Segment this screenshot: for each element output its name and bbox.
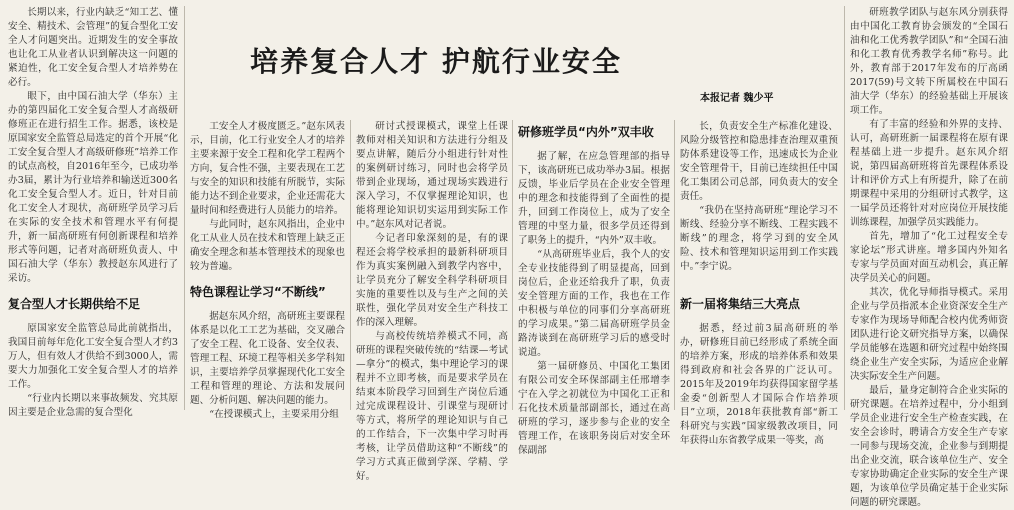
paragraph: “我仍在坚持高研班“理论学习不断线、经验分享不断线、工程实践不断线”的理念，将学习到的安全风险、技术和管理知识运用到工作实践中。”李宁说。 — [680, 205, 838, 272]
paragraph: 首先，增加了“化工过程安全专家论坛”形式讲座。增多国内外知名专家与学员面对面互动机会，真正解决学员关心的问题。 — [850, 231, 1008, 284]
paragraph: 与此同时，赵东风指出，企业中化工从业人员在技术和管理上缺乏正确安全理念和基本管理技术的现象也较为普遍。 — [190, 219, 345, 272]
subheading: 特色课程让学习“不断线” — [190, 285, 326, 299]
paragraph: 最后，量身定制符合企业实际的研究课题。在培养过程中，分小组到学员企业进行安全生产检查实践，在安全会诊时，聘请合方安全生产专家一同参与现场交流，企业参与到期提出企业交流，联合该单位生产、安全专家协助确定企业实际的安全生产课题，为该单位学员确定基于企业实际问题的研究课题。 — [850, 385, 1008, 508]
subheading: 新一届将集结三大亮点 — [680, 297, 801, 311]
paragraph: 工安全人才极度匮乏。”赵东风表示，目前，化工行业安全人才的培养主要来源于安全工程和化学工程两个方向，复合性不强，主要表现在工艺与安全的知识和技能有所脱节，实际能力达不到企业要求，企业还需花大量时间和经费进行人员能力的培养。 — [190, 121, 345, 216]
article-column-3 — [356, 120, 508, 482]
paragraph: 眼下，由中国石油大学（华东）主办的第四届化工安全复合型人才高级研修班正在进行招生工作。据悉，该校是原国家安全监管总局选定的首个开展“化工安全复合型人才高级研修班”培养工作的试点高校，自2016年至今，已成功举办3届，累计为行业培养和输送近300名化工安全复合型人才。近日，针对目前化工安全人才现状，高研班学员学习后在实际的安全技术和管理水平有何提升，新一届高研班有何创新课程和培养形式等问题，记者对高研班负责人、中国石油大学（华东）教授赵东风进行了采访。 — [8, 91, 178, 284]
paragraph: 长，负责安全生产标准化建设、风险分级管控和隐患排查治理双重预防体系建设等工作，迅速成长为企业安全管理骨干，目前已连续担任中国化工集团公司总部，同负责大的安全责任。 — [680, 121, 838, 202]
paragraph: 第一届研修员、中国化工集团有限公司安全环保部副主任邢增李宁在入学之初就位为中国化工正和石化技术质量部副部长，通过在高研班的学习，逐步参与企业的安全管理工作，在该职务岗后对安全环保副部 — [518, 361, 670, 456]
column-divider — [184, 6, 185, 410]
paragraph: 原国家安全监管总局此前就指出，我国目前每年危化工安全复合型人才约3万人，但有效人才供给不到3000人，需要大力加强化工安全复合型人才的培养工作。 — [8, 323, 178, 390]
column-divider — [844, 6, 845, 410]
paragraph: “行业内长期以来事故频发、究其原因主要是企业急需的复合型化 — [8, 393, 178, 418]
article-column-2 — [190, 120, 345, 420]
article-column-4 — [518, 120, 670, 456]
article-column-1 — [8, 6, 178, 418]
paragraph: 今记者印象深刻的是，有的课程还会将学校承担的最新科研项目作为真实案例融入到教学内容中，让学员充分了解安全科学科研项目实施的重要性以及与生产之间的关联性，强化学员对安全生产科技工作的深入理解。 — [356, 233, 508, 328]
paragraph: “从高研班毕业后，我个人的安全专业技能得到了明显提高，回到岗位后，企业还给我升了职，负责安全管理方面的工作，我也在工作中积极与单位的同事们分享高研班的学习成果。”第二届高研班学员金路涛谈到在高研班学习后的感受时说道。 — [518, 249, 670, 358]
paragraph: “在授课模式上，主要采用分组 — [209, 409, 339, 420]
subheading: 复合型人才长期供给不足 — [8, 297, 141, 311]
column-divider — [350, 120, 351, 410]
headline: 培养复合人才 护航行业安全 — [250, 45, 622, 78]
paragraph: 据悉，经过前3届高研班的举办，研修班目前已经形成了系统全面的培养方案，形成的培养体系和效果得到政府和社会各界的广泛认可。2015年及2019年均获得国家留学基金委“创新型人才国际合作培养项目”立项，2018年获批教育部“新工科研究与实践”国家级教改项目，同年获得山东省教学成果一等奖，高 — [680, 323, 838, 446]
paragraph: 据了解，在应急管理部的指导下，该高研班已成功举办3届。根据反馈，毕业后学员在企业安全管理中的理念和技能得到了全面性的提升，回到工作岗位上，成为了安全管理的中坚力量，很多学员还得到了职务上的提升，“内外”双丰收。 — [518, 151, 670, 246]
subheading: 研修班学员“内外”双丰收 — [518, 125, 654, 139]
article-column-5 — [680, 120, 838, 446]
column-divider — [512, 120, 513, 410]
paragraph: 研讨式授课模式，课堂上任课教师对相关知识和方法进行分组及要点讲解，随后分小组进行针对性的案例研讨练习，同时也会将学员带到企业现场，通过现场实践进行深入学习，不仅掌握理论知识，也能将理论知识切实运用到实际工作中。”赵东风对记者说。 — [356, 121, 508, 230]
column-divider — [674, 120, 675, 410]
paragraph: 与高校传统培养模式不同，高研班的课程突破传统的“结课—考试—拿分”的模式，集中理论学习的课程并不立即考核，而是要求学员在结束本阶段学习回到生产岗位后通过完成课程设计、引课堂与现研讨等方式，将所学的理论知识与自己的工作结合，下一次集中学习时再考核，让学员借助这种“不断线”的学习方式真正做到学深、学精、学好。 — [356, 331, 508, 482]
paragraph: 有了丰富的经验和外界的支持、认可，高研班新一届课程将在原有课程基础上进一步提升。赵东风介绍说，第四届高研班将首先课程体系设计和评价方式上有所提升，除了在前期课程中采用的分组研讨式教学，这一届学员还将针对对应岗位开展技能训练课程，加强学员实践能力。 — [850, 119, 1008, 228]
paragraph: 研班教学团队与赵东风分别获得由中国化工教育协会颁发的“全国石油和化工优秀教学团队”和“全国石油和化工教育优秀教学名师”称号。此外，教育部于2017年发布的厅高函2017(59)号文转下所属校在中国石油大学（华东）的经验基础上开展该项工作。 — [850, 7, 1008, 116]
paragraph: 其次，优化导师指导模式。采用企业与学员指派本企业资深安全生产专家作为现场导师配合校内优秀师资团队进行论文研究指导方案，以确保学员能够在选题和研究过程中始终围绕企业生产安全实际，为适应企业解决实际安全生产问题。 — [850, 287, 1008, 382]
paragraph: 长期以来，行业内缺乏“知工艺、懂安全、精技术、会管理”的复合型化工安全人才问题突出。近期发生的安全事故也让化工从业者认识到解决这一问题的紧迫性，化工安全复合型人才培养势在必行。 — [8, 7, 178, 88]
article-column-6 — [850, 6, 1008, 508]
paragraph: 据赵东风介绍，高研班主要课程体系是以化工工艺为基础，交叉融合了安全工程、化工设备、安全仪表、管理工程、环境工程等相关多学科知识，主要培养学员掌握现代化工安全工程和管理的理论、方法和发展问题、分析问题、解决问题的能力。 — [190, 311, 345, 406]
byline: 本报记者 魏少平 — [700, 93, 774, 104]
